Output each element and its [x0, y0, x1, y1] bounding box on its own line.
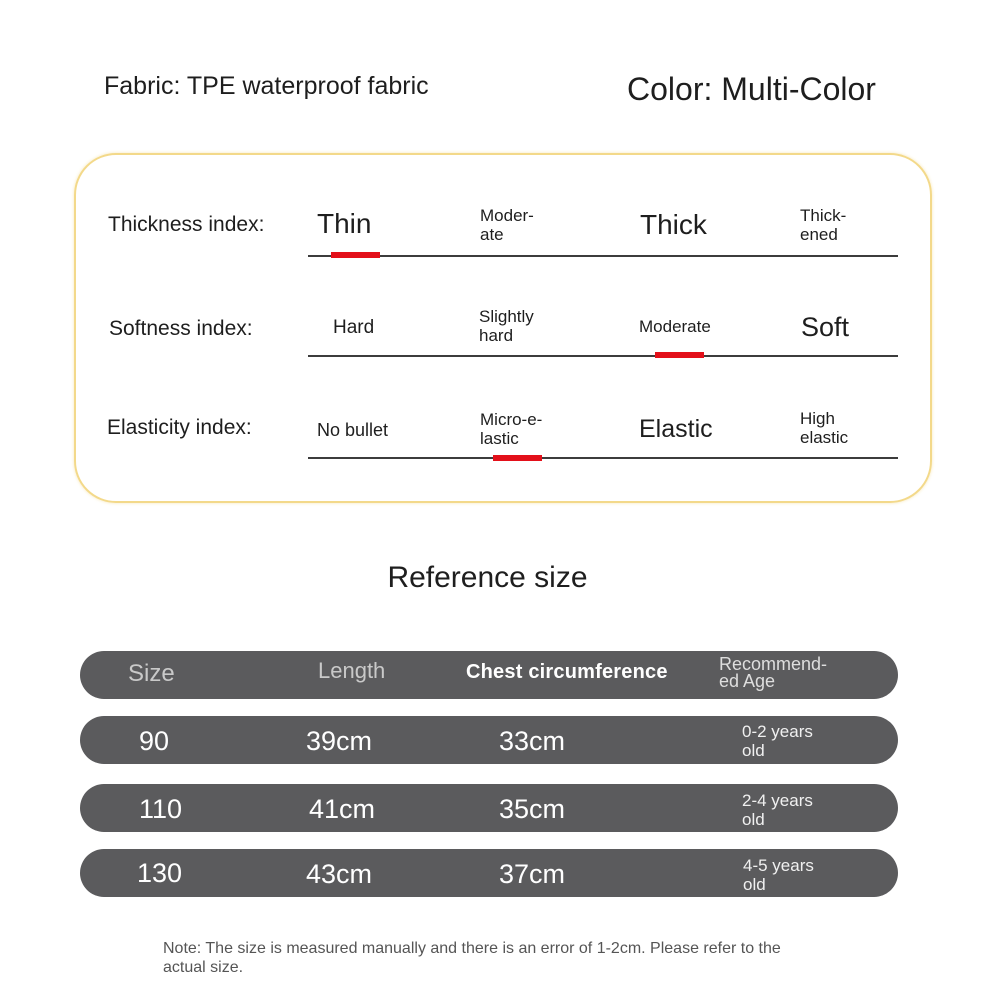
row-age: 4-5 years old [743, 856, 814, 894]
elasticity-selected-marker [493, 455, 542, 461]
thickness-selected-marker [331, 252, 380, 258]
header-recommended-age: Recommend- ed Age [719, 654, 828, 691]
thickness-option-moderate: Moder- ate [480, 206, 534, 244]
row-length: 39cm [306, 726, 373, 756]
thickness-option-thickened: Thick- ened [800, 206, 847, 244]
softness-option-hard: Hard [333, 317, 375, 338]
header-length: Length [318, 658, 386, 683]
row-age: 0-2 years old [742, 722, 813, 760]
elasticity-option-micro-elastic: Micro-e- lastic [480, 410, 543, 448]
thickness-option-thin: Thin [317, 208, 372, 239]
row-chest: 35cm [499, 794, 566, 824]
row-length: 41cm [309, 794, 376, 824]
size-note: Note: The size is measured manually and there is an error of 1-2cm. Please refer to the actual size. [163, 940, 781, 976]
row-size: 90 [139, 726, 170, 756]
elasticity-scale-line [308, 457, 898, 459]
row-chest: 33cm [499, 726, 566, 756]
color-info: Color: Multi-Color [627, 71, 876, 107]
softness-option-slightly-hard: Slightly hard [479, 307, 534, 345]
softness-option-soft: Soft [801, 312, 850, 342]
fabric-info: Fabric: TPE waterproof fabric [104, 72, 429, 100]
softness-selected-marker [655, 352, 704, 358]
row-length: 43cm [306, 859, 373, 889]
elasticity-option-high-elastic: High elastic [800, 409, 849, 447]
row-age: 2-4 years old [742, 791, 813, 829]
thickness-scale-line [308, 255, 898, 257]
row-size: 130 [137, 858, 183, 888]
softness-option-moderate: Moderate [639, 317, 711, 336]
header-size: Size [128, 660, 175, 687]
elasticity-option-no-bullet: No bullet [317, 420, 389, 440]
reference-size-title: Reference size [387, 561, 588, 594]
elasticity-option-elastic: Elastic [639, 415, 713, 443]
thickness-label: Thickness index: [108, 213, 265, 236]
elasticity-label: Elasticity index: [107, 416, 252, 439]
row-chest: 37cm [499, 859, 566, 889]
softness-scale-line [308, 355, 898, 357]
softness-label: Softness index: [109, 317, 253, 340]
header-chest-circumference: Chest circumference [466, 661, 668, 683]
thickness-option-thick: Thick [640, 209, 707, 240]
row-size: 110 [139, 794, 183, 824]
